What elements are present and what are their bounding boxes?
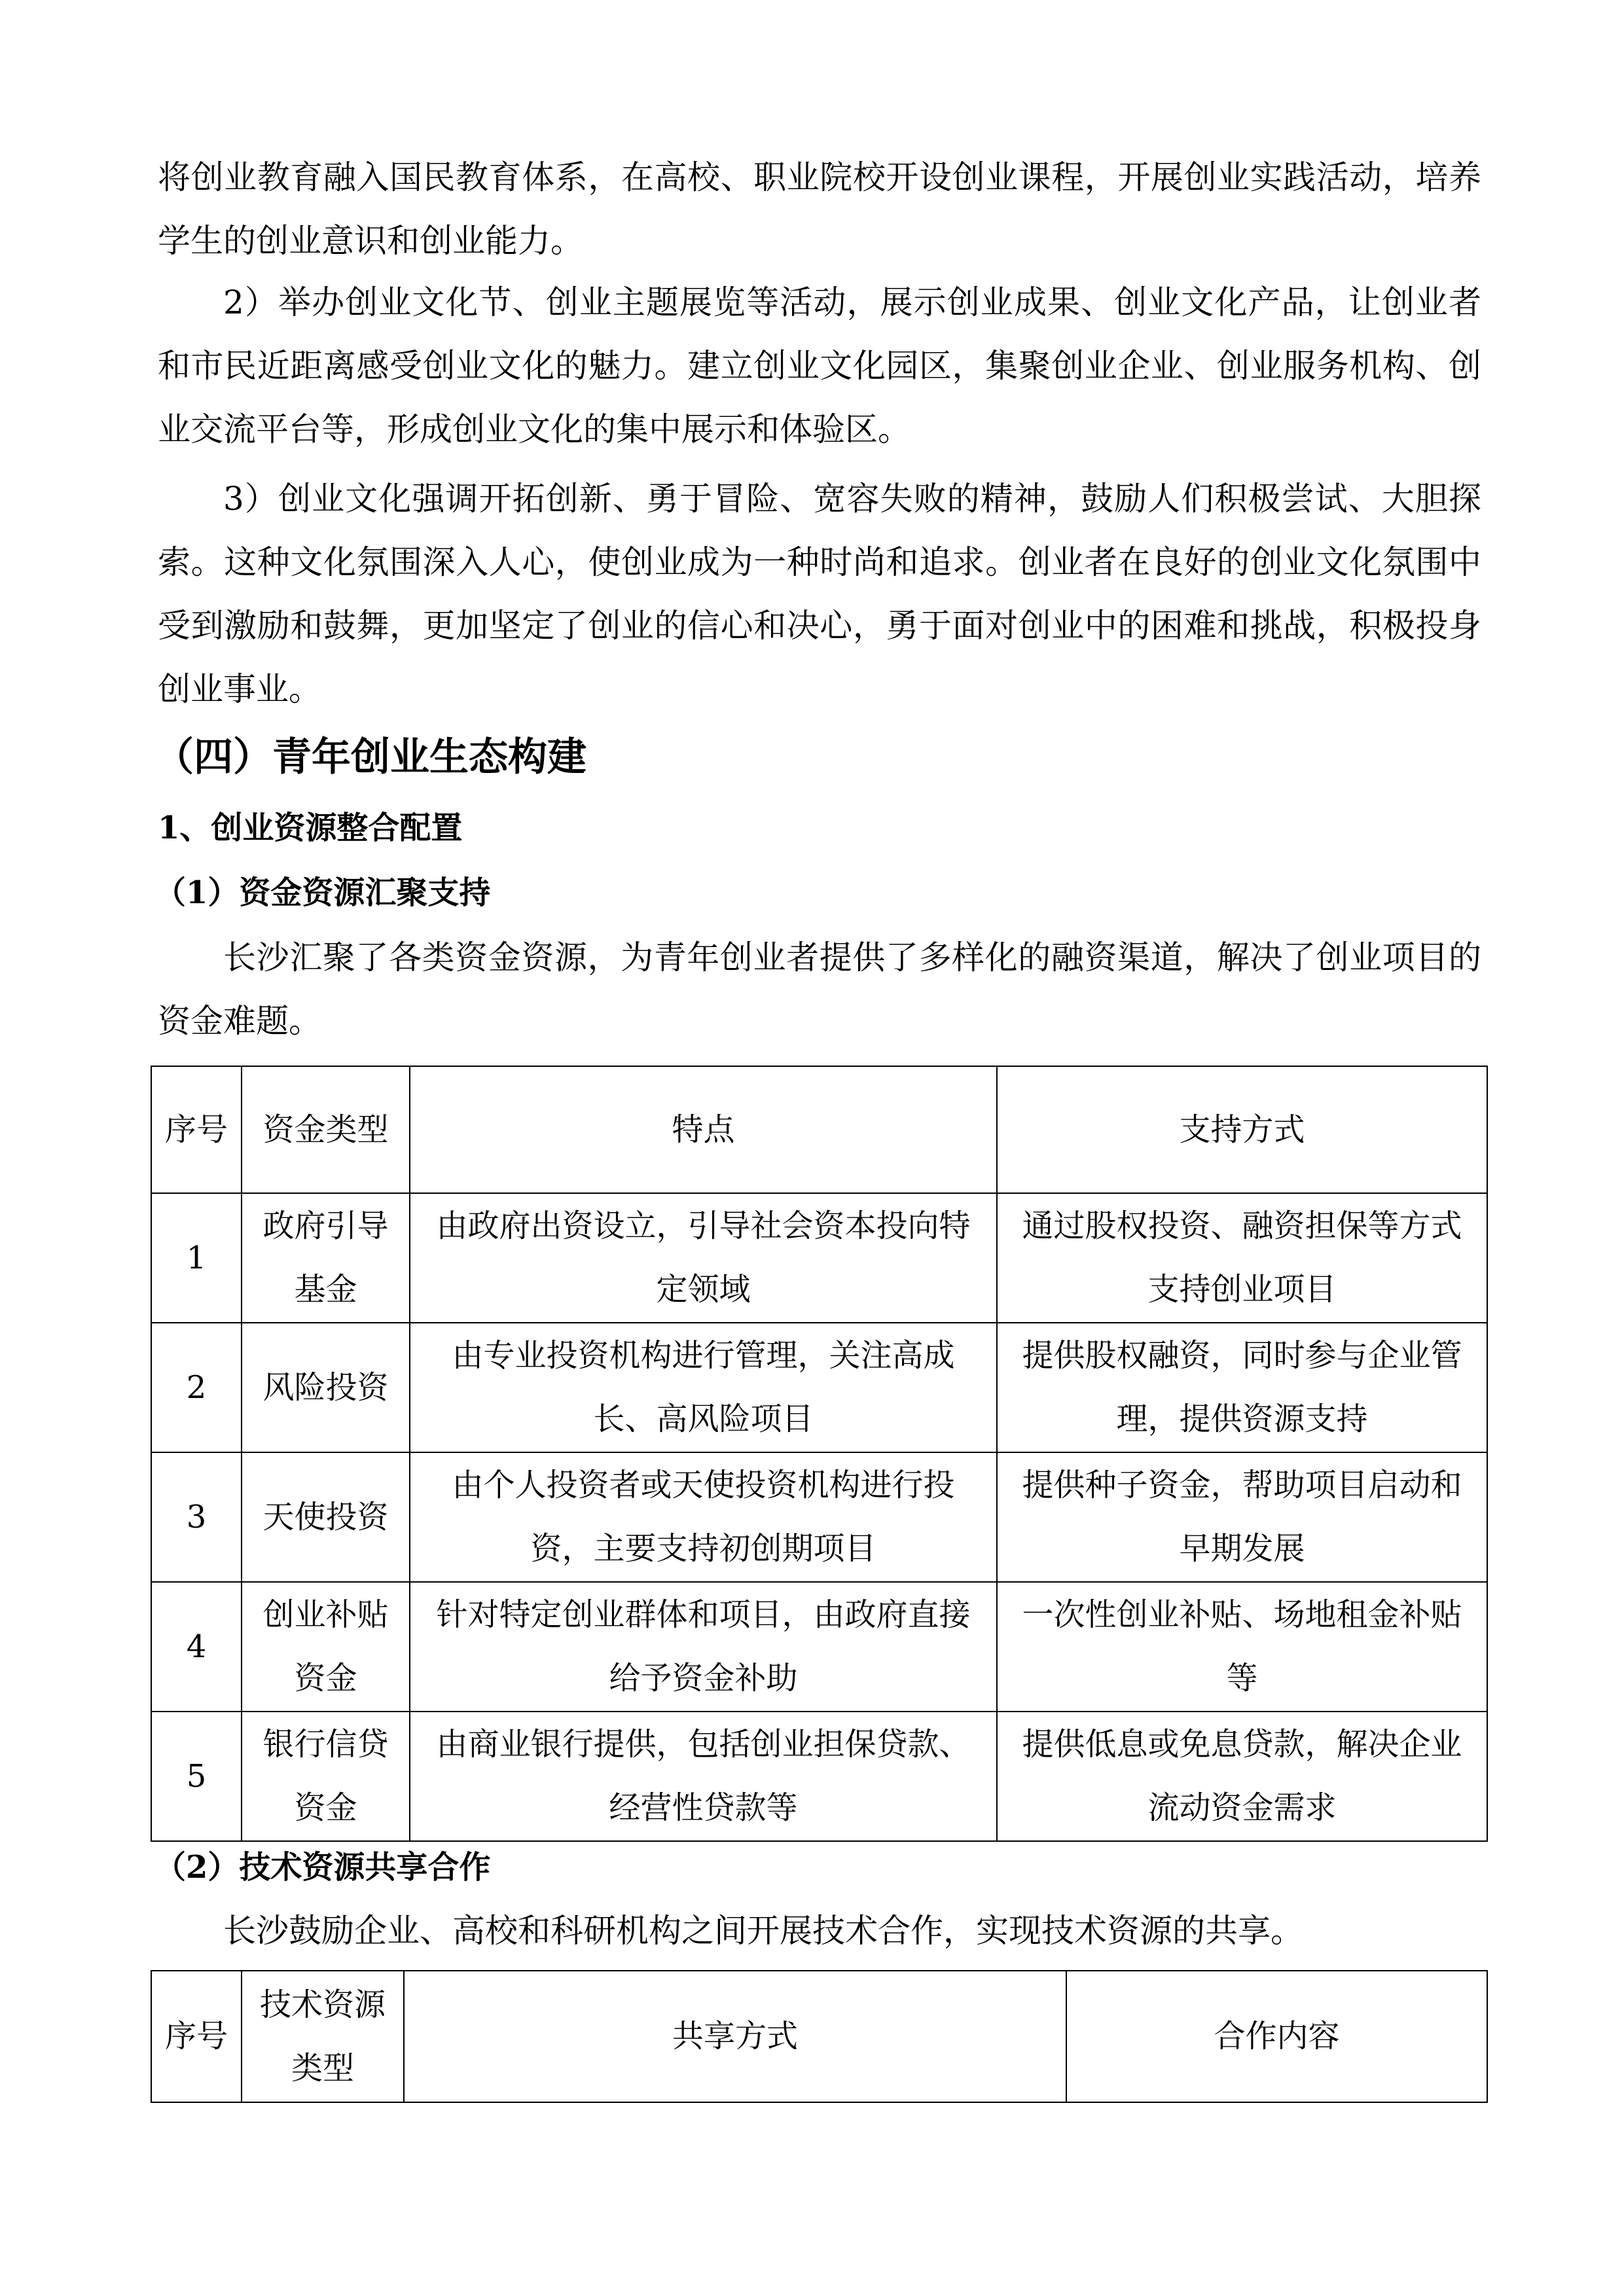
table-cell: 针对特定创业群体和项目，由政府直接给予资金补助 [410,1582,997,1712]
table-header-row [151,1066,1487,1193]
fund-heading: （1）资金资源汇聚支持 [154,874,491,911]
table-cell: 一次性创业补贴、场地租金补贴等 [997,1582,1487,1712]
table-row [151,1452,1487,1582]
paragraph-culture-festival: 2）举办创业文化节、创业主题展览等活动，展示创业成果、创业文化产品，让创业者和市民近距离感受创业文化的魅力。建立创业文化园区，集聚创业企业、创业服务机构、创业交流平台等，形成创业文化的集中展示和体验区。 [158,283,1481,448]
fund-table [151,1066,1488,1842]
table-cell: 提供低息或免息贷款，解决企业流动资金需求 [997,1712,1487,1841]
table-cell: 2 [151,1323,242,1452]
table-cell: 通过股权投资、融资担保等方式支持创业项目 [997,1193,1487,1323]
table-cell: 特点 [410,1066,997,1193]
paragraph-entrepreneurship-education: 将创业教育融入国民教育体系，在高校、职业院校开设创业课程，开展创业实践活动，培养学生的创业意识和创业能力。 [158,158,1481,260]
table-row [151,1193,1487,1323]
table-cell: 共享方式 [404,1971,1066,2102]
table-cell: 提供股权融资，同时参与企业管理，提供资源支持 [997,1323,1487,1452]
table-cell: 由商业银行提供，包括创业担保贷款、经营性贷款等 [410,1712,997,1841]
table-cell: 4 [151,1582,242,1712]
table-cell: 1 [151,1193,242,1323]
section-heading: （四）青年创业生态构建 [154,734,586,780]
table-cell: 天使投资 [242,1452,410,1582]
table-cell: 银行信贷资金 [242,1712,410,1841]
table-row [151,1582,1487,1712]
table-cell: 序号 [151,1066,242,1193]
tech-intro: 长沙鼓励企业、高校和科研机构之间开展技术合作，实现技术资源的共享。 [223,1912,1303,1950]
fund-intro: 长沙汇聚了各类资金资源，为青年创业者提供了多样化的融资渠道，解决了创业项目的资金难题。 [158,939,1481,1040]
subsection-heading: 1、创业资源整合配置 [158,810,463,846]
table-cell: 技术资源类型 [242,1971,404,2102]
table-row [151,1323,1487,1452]
table-cell: 合作内容 [1066,1971,1487,2102]
table-cell: 支持方式 [997,1066,1487,1193]
table-cell: 创业补贴资金 [242,1582,410,1712]
table-cell: 由个人投资者或天使投资机构进行投资，主要支持初创期项目 [410,1452,997,1582]
table-cell: 由政府出资设立，引导社会资本投向特定领域 [410,1193,997,1323]
table-cell: 序号 [151,1971,242,2102]
table-cell: 风险投资 [242,1323,410,1452]
table-cell: 提供种子资金，帮助项目启动和早期发展 [997,1452,1487,1582]
table-header-row [151,1971,1487,2102]
table-cell: 5 [151,1712,242,1841]
table-row [151,1712,1487,1841]
paragraph-culture-spirit: 3）创业文化强调开拓创新、勇于冒险、宽容失败的精神，鼓励人们积极尝试、大胆探索。这种文化氛围深入人心，使创业成为一种时尚和追求。创业者在良好的创业文化氛围中受到激励和鼓舞，更加坚定了创业的信心和决心，勇于面对创业中的困难和挑战，积极投身创业事业。 [158,480,1481,708]
table-cell: 由专业投资机构进行管理，关注高成长、高风险项目 [410,1323,997,1452]
table-cell: 政府引导基金 [242,1193,410,1323]
table-cell: 3 [151,1452,242,1582]
table-cell: 资金类型 [242,1066,410,1193]
tech-heading: （2）技术资源共享合作 [154,1849,491,1886]
tech-table [151,1970,1488,2103]
